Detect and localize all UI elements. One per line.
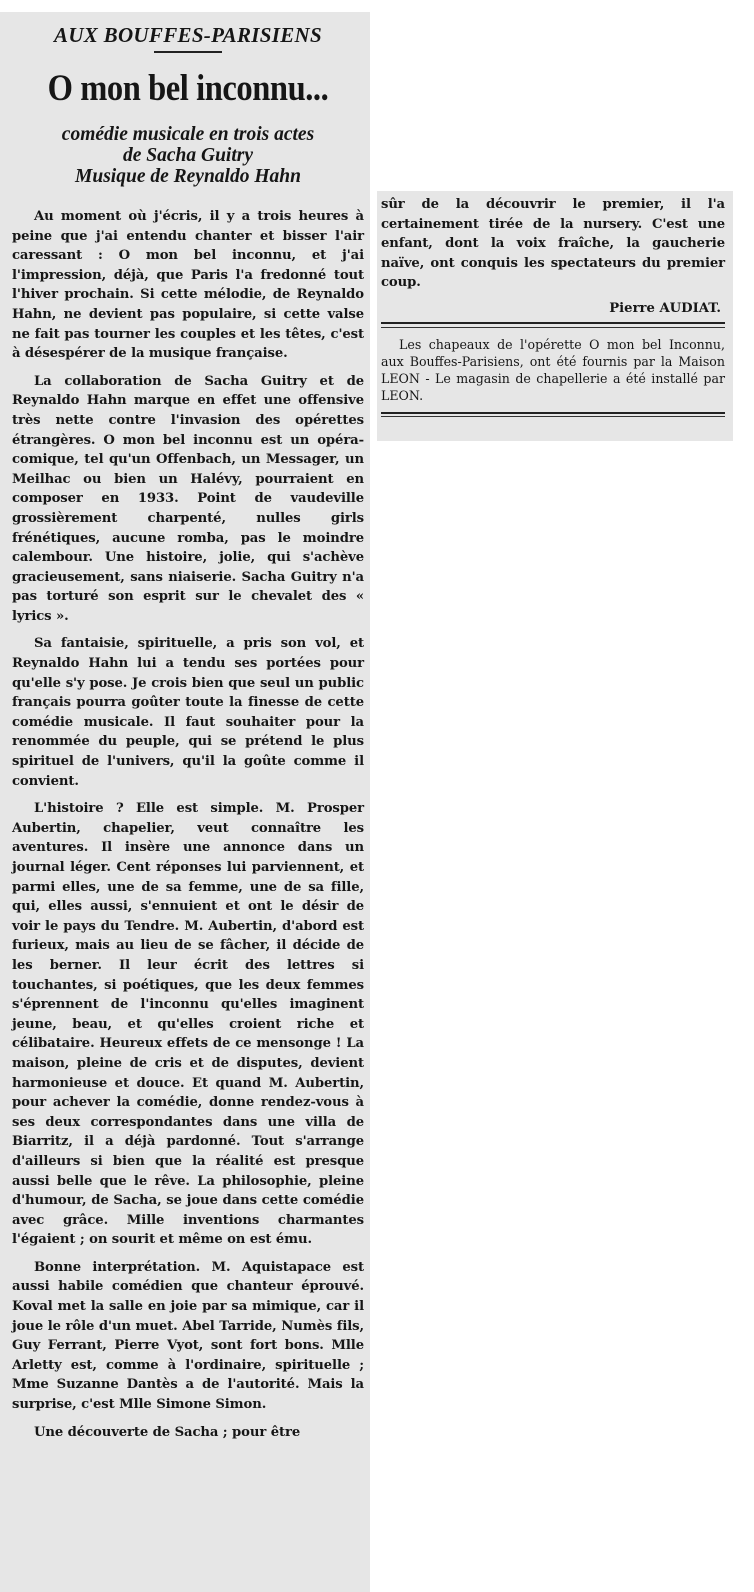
- closing-double-rule: [381, 412, 725, 417]
- subtitle-genre: comédie musicale en trois actes: [61, 124, 315, 145]
- author-signature: Pierre AUDIAT.: [609, 300, 721, 316]
- paragraph-cast: Bonne interprétation. M. Aquistapace est aussi habile comédien que chanteur éprouvé. Koval met la salle en joie par sa mimique, car il joue le rôle d'un muet. Abel Tarride, Numès fils, Guy Ferrant, Pierre Vyot, sont fort bons. Mlle Arletty est, comme à l'ordinaire, spirituelle ; Mme Suzanne Dantès a de l'autorité. Mais la surprise, c'est Mlle Simone Simon.: [12, 1259, 364, 1413]
- paragraph-collaboration: La collaboration de Sacha Guitry et de Reynaldo Hahn marque en effet une offensive très nette contre l'invasion des opérettes étrangères. O mon bel inconnu est un opéra-comique, tel qu'un Offenbach, un Messager, un Meilhac ou bien un Halévy, pourraient en composer en 1933. Point de vaudeville grossièrement charpenté, nulles girls frénétiques, aucune romba, pas le moindre calembour. Une histoire, jolie, qui s'achève gracieusement, sans niaiserie. Sacha Guitry n'a pas torturé son esprit sur le chevalet des « lyrics ».: [12, 373, 364, 624]
- subtitle-composer: Musique de Reynaldo Hahn: [75, 166, 301, 187]
- subtitle-author: de Sacha Guitry: [122, 145, 253, 166]
- hats-credit-note: Les chapeaux de l'opérette O mon bel Inconnu, aux Bouffes-Parisiens, ont été fournis par la Maison LEON - Le magasin de chapellerie a été installé par LEON.: [381, 336, 725, 403]
- kicker-underline: [154, 51, 222, 53]
- paragraph-continuation: sûr de la découvrir le premier, il l'a certainement tirée de la nursery. C'est une enfant, dont la voix fraîche, la gaucherie naïve, ont conquis les spectateurs du premier coup.: [381, 197, 725, 291]
- paragraph-story: L'histoire ? Elle est simple. M. Prosper Aubertin, chapelier, veut connaître les aventures. Il insère une annonce dans un journal léger. Cent réponses lui parviennent, et parmi elles, une de sa femme, une de sa fille, qui, elles aussi, s'ennuient et ont le désir de voir le pays du Tendre. M. Aubertin, d'abord est furieux, mais au lieu de se fâcher, il décide de les berner. Il leur écrit des lettres si touchantes, si poétiques, que les deux femmes s'éprennent de l'inconnu qu'elles imaginent jeune, beau, et qu'elles croient riche et célibataire. Heureux effets de ce mensonge ! La maison, pleine de cris et de disputes, devient harmonieuse et douce. Et quand M. Aubertin, pour achever la comédie, donne rendez-vous à ses deux correspondantes dans une villa de Biarritz, il a déjà pardonné. Tout s'arrange d'ailleurs si bien que la réalité est presque aussi belle que le rêve. La philosophie, pleine d'humour, de Sacha, se joue dans cette comédie avec grâce. Mille inventions charmantes l'égaient ; on sourit et même on est ému.: [12, 801, 364, 1248]
- article-column-right: [377, 191, 733, 441]
- paragraph-fantasy: Sa fantaisie, spirituelle, a pris son vol, et Reynaldo Hahn lui a tendu ses portées pour qu'elle s'y pose. Je crois bien que seul un public français pourra goûter toute la finesse de cette comédie musicale. Il faut souhaiter pour la renommée du peuple, qui se prétend le plus spirituel de l'univers, qu'il la goûte comme il convient.: [12, 636, 364, 789]
- paragraph-intro: Au moment où j'écris, il y a trois heures à peine que j'ai entendu chanter et bisser l'air caressant : O mon bel inconnu, et j'ai l'impression, déjà, que Paris l'a fredonné tout l'hiver prochain. Si cette mélodie, de Reynaldo Hahn, ne devient pas populaire, si cette valse ne fait pas tourner les couples et les têtes, c'est à désespérer de la musique française.: [12, 209, 364, 362]
- paragraph-discovery-start: Une découverte de Sacha ; pour être: [34, 1424, 301, 1440]
- article-headline: O mon bel inconnu...: [47, 68, 329, 109]
- article-body: [12, 207, 364, 1442]
- theatre-kicker: AUX BOUFFES-PARISIENS: [54, 23, 322, 47]
- divider-thin: [381, 327, 725, 328]
- divider-thick: [381, 322, 725, 324]
- article-column-left: [0, 12, 370, 1592]
